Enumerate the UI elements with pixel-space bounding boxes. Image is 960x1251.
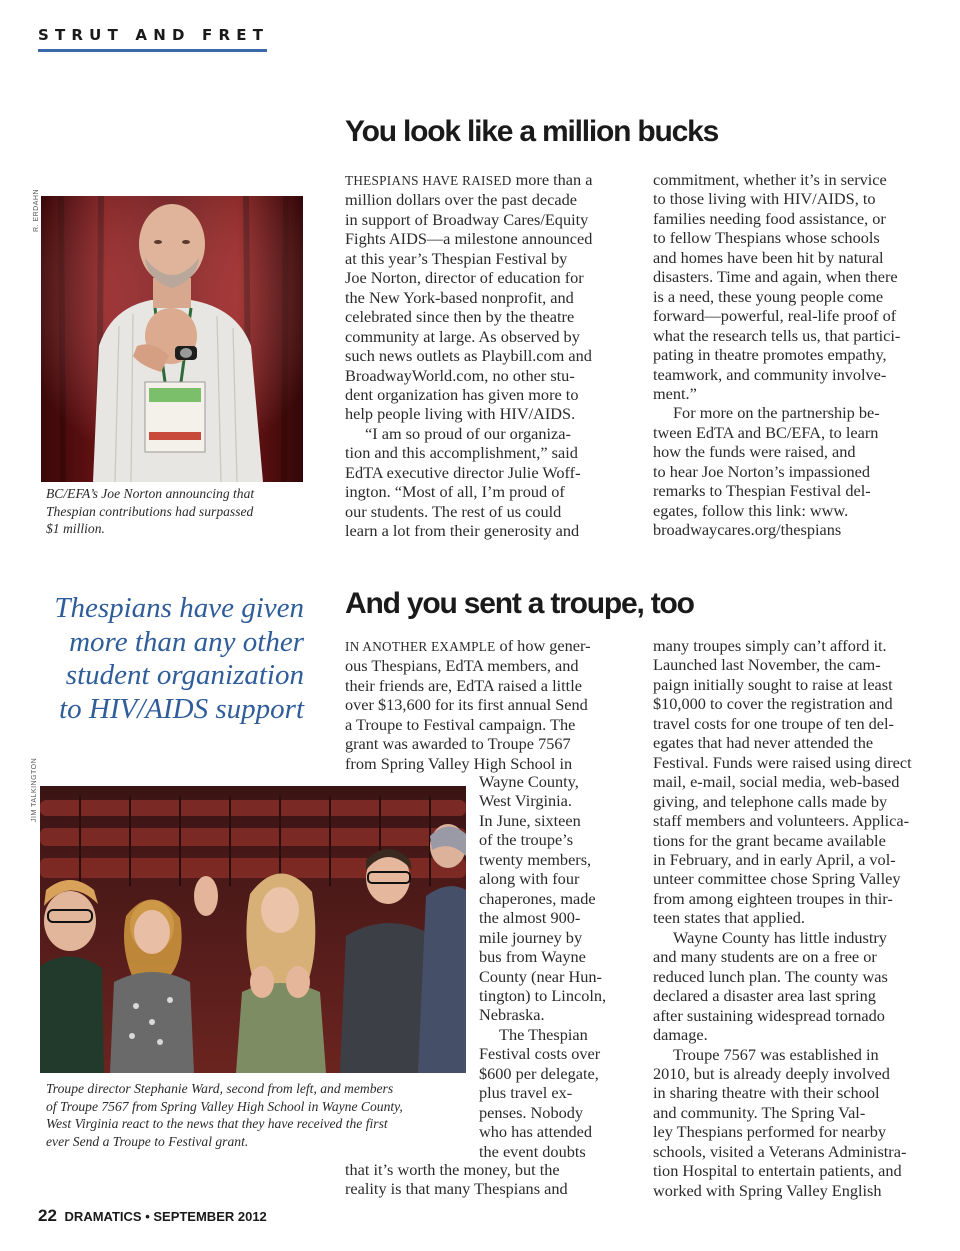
section-label: STRUT AND FRET bbox=[38, 26, 270, 44]
text-line: Festival. Funds were raised using direct bbox=[653, 752, 912, 772]
text-line: ous Thespians, EdTA members, and bbox=[345, 656, 579, 676]
text-line: mail, e-mail, social media, web-based bbox=[653, 772, 900, 792]
text-line: that it’s worth the money, but the bbox=[345, 1160, 560, 1179]
text-line: Wayne County, bbox=[479, 772, 579, 791]
text-line: West Virginia. bbox=[479, 791, 572, 811]
text-line: commitment, whether it’s in service bbox=[653, 170, 887, 189]
text-line: staff members and volunteers. Applica- bbox=[653, 811, 910, 831]
text-line: ington. “Most of all, I’m proud of bbox=[345, 482, 565, 502]
photo-joe-norton bbox=[41, 196, 303, 482]
article1-headline: You look like a million bucks bbox=[345, 115, 719, 148]
text-line: tion and this accomplishment,” said bbox=[345, 443, 578, 463]
text-line: travel costs for one troupe of ten del- bbox=[653, 713, 894, 733]
text-line: disasters. Time and again, when there bbox=[653, 267, 898, 287]
text-line: pating in theatre promotes empathy, bbox=[653, 345, 887, 365]
text-line: ment.” bbox=[653, 383, 697, 403]
page-folio bbox=[38, 1206, 267, 1226]
text-line: celebrated since then by the theatre bbox=[345, 307, 575, 327]
text-line: schools, visited a Veterans Administra- bbox=[653, 1141, 907, 1161]
article1-column-2 bbox=[653, 170, 928, 540]
text-line: declared a disaster area last spring bbox=[653, 986, 876, 1006]
caption-line: BC/EFA’s Joe Norton announcing that bbox=[46, 486, 255, 501]
text-line: unteer committee chose Spring Valley bbox=[653, 869, 901, 889]
text-line: community at large. As observed by bbox=[345, 326, 580, 346]
text-line: after sustaining widespread tornado bbox=[653, 1005, 885, 1025]
text-line: to those living with HIV/AIDS, to bbox=[653, 189, 876, 209]
pull-quote-line: to HIV/AIDS support bbox=[59, 692, 304, 725]
text-line: in support of Broadway Cares/Equity bbox=[345, 209, 589, 229]
text-line: the New York-based nonprofit, and bbox=[345, 287, 574, 307]
text-line: at this year’s Thespian Festival by bbox=[345, 248, 568, 268]
photo2-caption bbox=[46, 1080, 466, 1151]
text-line: The Thespian bbox=[499, 1024, 588, 1044]
text-line: and homes have been hit by natural bbox=[653, 247, 884, 267]
text-line: Fights AIDS—a milestone announced bbox=[345, 229, 593, 249]
text-line: tington) to Lincoln, bbox=[479, 985, 607, 1005]
text-line: For more on the partnership be- bbox=[673, 403, 880, 423]
text-line: $10,000 to cover the registration and bbox=[653, 694, 893, 714]
article1-lead-in: THESPIANS HAVE RAISED bbox=[345, 173, 512, 188]
text-line: County (near Hun- bbox=[479, 966, 602, 986]
article2-column-1-narrow bbox=[479, 772, 619, 1161]
text-line: egates that had never attended the bbox=[653, 733, 874, 753]
text-line: help people living with HIV/AIDS. bbox=[345, 404, 576, 424]
text-line: how the funds were raised, and bbox=[653, 442, 856, 462]
text-line: In June, sixteen bbox=[479, 810, 581, 830]
publication-info: DRAMATICS • SEPTEMBER 2012 bbox=[64, 1209, 267, 1224]
text-line: families needing food assistance, or bbox=[653, 208, 886, 228]
text-line: Nebraska. bbox=[479, 1005, 545, 1025]
text-line: our students. The rest of us could bbox=[345, 501, 562, 521]
text-line: and many students are on a free or bbox=[653, 947, 877, 967]
text-line: to hear Joe Norton’s impassioned bbox=[653, 461, 871, 481]
text-line: such news outlets as Playbill.com and bbox=[345, 346, 592, 366]
text-line: grant was awarded to Troupe 7567 bbox=[345, 734, 571, 754]
text-line: is a need, these young people come bbox=[653, 286, 884, 306]
text-line: twenty members, bbox=[479, 849, 592, 869]
text-line: million dollars over the past decade bbox=[345, 190, 577, 210]
text-line: egates, follow this link: www. bbox=[653, 500, 849, 520]
text-line: in February, and in early April, a vol- bbox=[653, 849, 896, 869]
caption-line: West Virginia react to the news that they have received the first bbox=[46, 1116, 388, 1132]
text-line: teen states that applied. bbox=[653, 908, 805, 928]
text-line: tion Hospital to entertain patients, and bbox=[653, 1161, 902, 1181]
text-line: reduced lunch plan. The county was bbox=[653, 966, 888, 986]
text-line: who has attended bbox=[479, 1122, 593, 1142]
photo2-credit: JIM TALKINGTON bbox=[31, 757, 38, 822]
text-line: what the research tells us, that partici- bbox=[653, 325, 901, 345]
text-line: reality is that many Thespians and bbox=[345, 1179, 568, 1199]
text-line: remarks to Thespian Festival del- bbox=[653, 481, 871, 501]
article2-column-1-top bbox=[345, 636, 617, 773]
text-line: dent organization has given more to bbox=[345, 384, 579, 404]
text-line: “I am so proud of our organiza- bbox=[365, 423, 571, 443]
text-line: plus travel ex- bbox=[479, 1083, 573, 1103]
caption-line: Thespian contributions had surpassed bbox=[46, 503, 254, 519]
caption-line: Troupe director Stephanie Ward, second from left, and members bbox=[46, 1081, 394, 1096]
article2-column-1-bottom bbox=[345, 1160, 617, 1199]
text-line: Joe Norton, director of education for bbox=[345, 268, 584, 288]
text-line: worked with Spring Valley English bbox=[653, 1180, 882, 1200]
text-line: from Spring Valley High School in bbox=[345, 753, 573, 773]
page-number: 22 bbox=[38, 1206, 57, 1225]
text-line: many troupes simply can’t afford it. bbox=[653, 636, 887, 655]
caption-line: of Troupe 7567 from Spring Valley High School in Wayne County, bbox=[46, 1098, 403, 1114]
text-line: of the troupe’s bbox=[479, 830, 574, 850]
article2-headline: And you sent a troupe, too bbox=[345, 587, 694, 620]
text-line: paign initially sought to raise at least bbox=[653, 674, 893, 694]
photo-troupe-reaction bbox=[40, 786, 466, 1073]
caption-line: ever Send a Troupe to Festival grant. bbox=[46, 1134, 249, 1150]
caption-line: $1 million. bbox=[46, 521, 105, 537]
text-line: Troupe 7567 was established in bbox=[673, 1044, 879, 1064]
text-line: the almost 900- bbox=[479, 908, 581, 928]
text-line: mile journey by bbox=[479, 927, 583, 947]
text-line: giving, and telephone calls made by bbox=[653, 791, 888, 811]
article1-column-1 bbox=[345, 170, 617, 541]
text-line: in sharing theatre with their school bbox=[653, 1083, 880, 1103]
text-line: broadwaycares.org/thespians bbox=[653, 520, 842, 540]
text-line: Festival costs over bbox=[479, 1044, 601, 1064]
text-line: over $13,600 for its first annual Send bbox=[345, 695, 588, 715]
article2-lead-in: IN ANOTHER EXAMPLE bbox=[345, 639, 496, 654]
text-line: chaperones, made bbox=[479, 888, 596, 908]
text-line: forward—powerful, real-life proof of bbox=[653, 306, 897, 326]
text-line: a Troupe to Festival campaign. The bbox=[345, 714, 576, 734]
text-line: from among eighteen troupes in thir- bbox=[653, 888, 893, 908]
text-line: learn a lot from their generosity and bbox=[345, 521, 580, 541]
text-line: BroadwayWorld.com, no other stu- bbox=[345, 365, 575, 385]
text-line: the event doubts bbox=[479, 1141, 586, 1161]
text-line: of how gener- bbox=[499, 636, 591, 655]
text-line: Wayne County has little industry bbox=[673, 927, 887, 947]
section-rule bbox=[38, 49, 267, 52]
text-line: tions for the grant became available bbox=[653, 830, 886, 850]
text-line: Launched last November, the cam- bbox=[653, 655, 881, 675]
text-line: their friends are, EdTA raised a little bbox=[345, 675, 582, 695]
pull-quote-line: student organization bbox=[65, 659, 304, 691]
text-line: penses. Nobody bbox=[479, 1102, 584, 1122]
text-line: bus from Wayne bbox=[479, 947, 586, 967]
pull-quote-line: more than any other bbox=[69, 625, 304, 658]
article2-column-2 bbox=[653, 636, 933, 1200]
text-line: along with four bbox=[479, 869, 580, 889]
text-line: $600 per delegate, bbox=[479, 1063, 599, 1083]
text-line: EdTA executive director Julie Woff- bbox=[345, 462, 581, 482]
text-line: more than a bbox=[515, 170, 593, 189]
text-line: teamwork, and community involve- bbox=[653, 364, 887, 384]
photo1-caption bbox=[46, 485, 302, 538]
text-line: ley Thespians performed for nearby bbox=[653, 1122, 886, 1142]
text-line: 2010, but is already deeply involved bbox=[653, 1063, 890, 1083]
pull-quote bbox=[30, 592, 304, 726]
text-line: and community. The Spring Val- bbox=[653, 1102, 866, 1122]
text-line: damage. bbox=[653, 1025, 708, 1045]
text-line: to fellow Thespians whose schools bbox=[653, 228, 880, 248]
photo1-credit: R. ERDAHN bbox=[33, 188, 40, 232]
pull-quote-line: Thespians have given bbox=[54, 592, 304, 624]
text-line: tween EdTA and BC/EFA, to learn bbox=[653, 422, 879, 442]
